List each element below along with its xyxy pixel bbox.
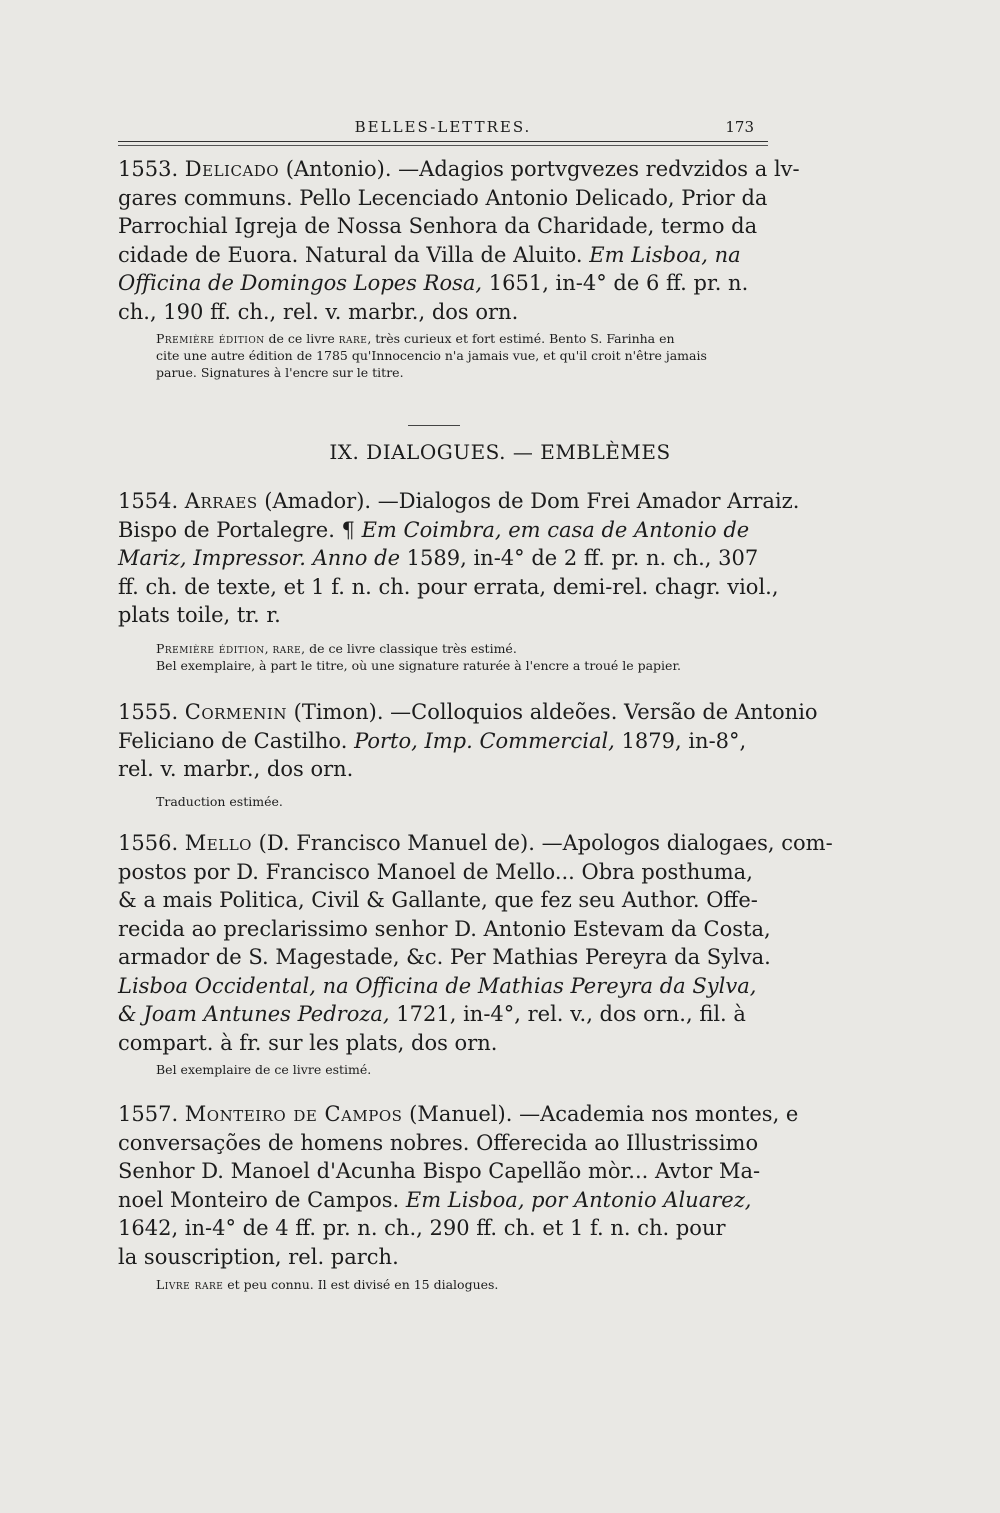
entry-note-1553 [156, 330, 776, 381]
entry-text: 1879, in-8°, [614, 728, 747, 753]
entry-line [118, 544, 773, 573]
entry-text: plats toile, tr. r. [118, 603, 281, 627]
entry-text: Senhor D. Manoel d'Acunha Bispo Capellão mòr... Avtor Ma- [118, 1159, 761, 1183]
note-line [156, 330, 776, 347]
entry-line [118, 1243, 773, 1272]
note-text: , [264, 641, 273, 656]
entry-text: 1557. [118, 1102, 185, 1126]
entry-text: rel. v. marbr., dos orn. [118, 757, 354, 781]
entry-note-1554 [156, 640, 776, 674]
entry-text: cidade de Euora. Natural da Villa de Aluito. [118, 242, 590, 267]
entry-text: recida ao preclarissimo senhor D. Antonio Estevam da Costa, [118, 916, 771, 941]
note-text: rare [338, 331, 368, 346]
entry-text: ch., 190 ff. ch., rel. v. marbr., dos orn. [118, 299, 519, 324]
entry-line [118, 829, 833, 858]
entry-text: 1651, in-4° de 6 ff. pr. n. [482, 271, 749, 295]
entry-text: Feliciano de Castilho. [118, 728, 355, 753]
entry-line [118, 727, 773, 756]
section-heading: IX. DIALOGUES. — EMBLÈMES [329, 440, 671, 464]
entry-text: la souscription, rel. parch. [118, 1244, 399, 1269]
entry-text: ff. ch. de texte, et 1 f. n. ch. pour errata, demi-rel. chagr. viol., [118, 574, 779, 599]
section-separator [408, 425, 460, 426]
entry-text: (Antonio). —Adagios portvgvezes redvzidos a lv- [279, 157, 800, 181]
entry-line [118, 1157, 773, 1186]
entry-line [118, 1214, 773, 1243]
running-title: BELLES-LETTRES. [354, 118, 532, 136]
entry-text: gares communs. Pello Lecenciado Antonio Delicado, Prior da [118, 185, 768, 210]
note-text: Bel exemplaire, à part le titre, où une signature raturée à l'encre a troué le papier. [156, 658, 682, 673]
note-line [156, 1276, 776, 1293]
entry-line [118, 698, 818, 727]
entry-text: noel Monteiro de Campos. [118, 1187, 406, 1212]
catalog-entry-1553 [118, 155, 800, 326]
entry-text: & a mais Politica, Civil & Gallante, que fez seu Author. Offe- [118, 888, 758, 912]
entry-line [118, 755, 773, 784]
entry-text: (D. Francisco Manuel de). —Apologos dialogaes, com- [251, 831, 833, 855]
entry-note-1555 [156, 793, 776, 810]
entry-text: Officina de Domingos Lopes Rosa, [118, 271, 483, 295]
entry-line [118, 155, 800, 184]
entry-text: Porto, Imp. Commercial, [354, 728, 615, 753]
entry-line [118, 298, 773, 327]
header-rule-double [118, 145, 768, 146]
entry-text: Em Coimbra, em casa de Antonio de [361, 517, 750, 542]
note-text: Bel exemplaire de ce livre estimé. [156, 1062, 372, 1077]
entry-line [118, 1129, 773, 1158]
entry-text: Parrochial Igreja de Nossa Senhora da Charidade, termo da [118, 214, 758, 238]
note-text: Première édition [156, 641, 265, 656]
entry-line [118, 858, 773, 887]
entry-line [118, 601, 773, 630]
entry-text: Em Lisboa, na [589, 242, 741, 267]
entry-text: 1642, in-4° de 4 ff. pr. n. ch., 290 ff. ch. et 1 f. n. ch. pour [118, 1216, 726, 1240]
running-head [118, 118, 768, 142]
note-line [156, 364, 776, 381]
header-rule [118, 141, 768, 142]
entry-text: 1555. [118, 700, 185, 724]
entry-line [118, 886, 773, 915]
entry-line [118, 1186, 773, 1215]
entry-text: 1554. [118, 489, 185, 513]
entry-line [118, 1100, 799, 1129]
entry-line [118, 184, 773, 213]
entry-line [118, 516, 773, 545]
entry-text: Em Lisboa, por Antonio Aluarez, [405, 1187, 752, 1212]
note-text: cite une autre édition de 1785 qu'Innocencio n'a jamais vue, et qu'il croit n'être jamais [156, 348, 707, 363]
entry-text: Mello [184, 831, 252, 855]
note-text: rare [272, 641, 302, 656]
entry-text: Delicado [184, 157, 280, 181]
entry-line [118, 943, 773, 972]
catalog-entry-1555 [118, 698, 818, 784]
entry-note-1557 [156, 1276, 776, 1293]
entry-text: conversações de homens nobres. Offerecida ao Illustrissimo [118, 1130, 759, 1155]
note-line [156, 657, 776, 674]
entry-text: Lisboa Occidental, na Officina de Mathias Pereyra da Sylva, [118, 973, 757, 998]
entry-text: (Amador). —Dialogos de Dom Frei Amador Arraiz. [257, 489, 800, 513]
note-line [156, 1061, 776, 1078]
note-text: , de ce livre classique très estimé. [301, 641, 517, 656]
entry-line [118, 487, 800, 516]
page-number: 173 [725, 118, 754, 136]
note-line [156, 640, 776, 657]
note-text: de ce livre [264, 331, 339, 346]
entry-text: & Joam Antunes Pedroza, [118, 1002, 390, 1026]
entry-text: (Manuel). —Academia nos montes, e [402, 1102, 799, 1126]
catalog-entry-1556 [118, 829, 833, 1057]
entry-text: Cormenin [184, 700, 287, 724]
note-text: Traduction estimée. [156, 794, 283, 809]
note-text: , très curieux et fort estimé. Bento S. Farinha en [367, 331, 675, 346]
catalog-entry-1557 [118, 1100, 799, 1271]
entry-text: 1556. [118, 831, 185, 855]
entry-line [118, 1000, 773, 1029]
entry-text: Mariz, Impressor. Anno de [118, 546, 400, 570]
entry-text: armador de S. Magestade, &c. Per Mathias Pereyra da Sylva. [118, 945, 771, 969]
entry-line [118, 1029, 773, 1058]
entry-text: 1589, in-4° de 2 ff. pr. n. ch., 307 [400, 546, 759, 570]
entry-line [118, 269, 773, 298]
catalog-entry-1554 [118, 487, 800, 630]
entry-text: (Timon). —Colloquios aldeões. Versão de Antonio [286, 700, 818, 724]
note-line [156, 347, 776, 364]
entry-text: Bispo de Portalegre. ¶ [118, 517, 362, 542]
entry-text: postos por D. Francisco Manoel de Mello... Obra posthuma, [118, 859, 753, 884]
entry-text: Monteiro de Campos [184, 1102, 403, 1126]
entry-line [118, 241, 773, 270]
entry-text: compart. à fr. sur les plats, dos orn. [118, 1030, 498, 1055]
entry-line [118, 573, 779, 602]
note-text: parue. Signatures à l'encre sur le titre. [156, 365, 404, 380]
note-line [156, 793, 776, 810]
entry-line [118, 915, 773, 944]
note-text: Première édition [156, 331, 265, 346]
note-text: et peu connu. Il est divisé en 15 dialogues. [223, 1277, 499, 1292]
entry-note-1556 [156, 1061, 776, 1078]
entry-text: 1553. [118, 157, 185, 181]
entry-text: Arraes [184, 489, 258, 513]
entry-line [118, 972, 773, 1001]
note-text: Livre rare [156, 1277, 224, 1292]
entry-text: 1721, in-4°, rel. v., dos orn., fil. à [389, 1002, 746, 1026]
entry-line [118, 212, 773, 241]
